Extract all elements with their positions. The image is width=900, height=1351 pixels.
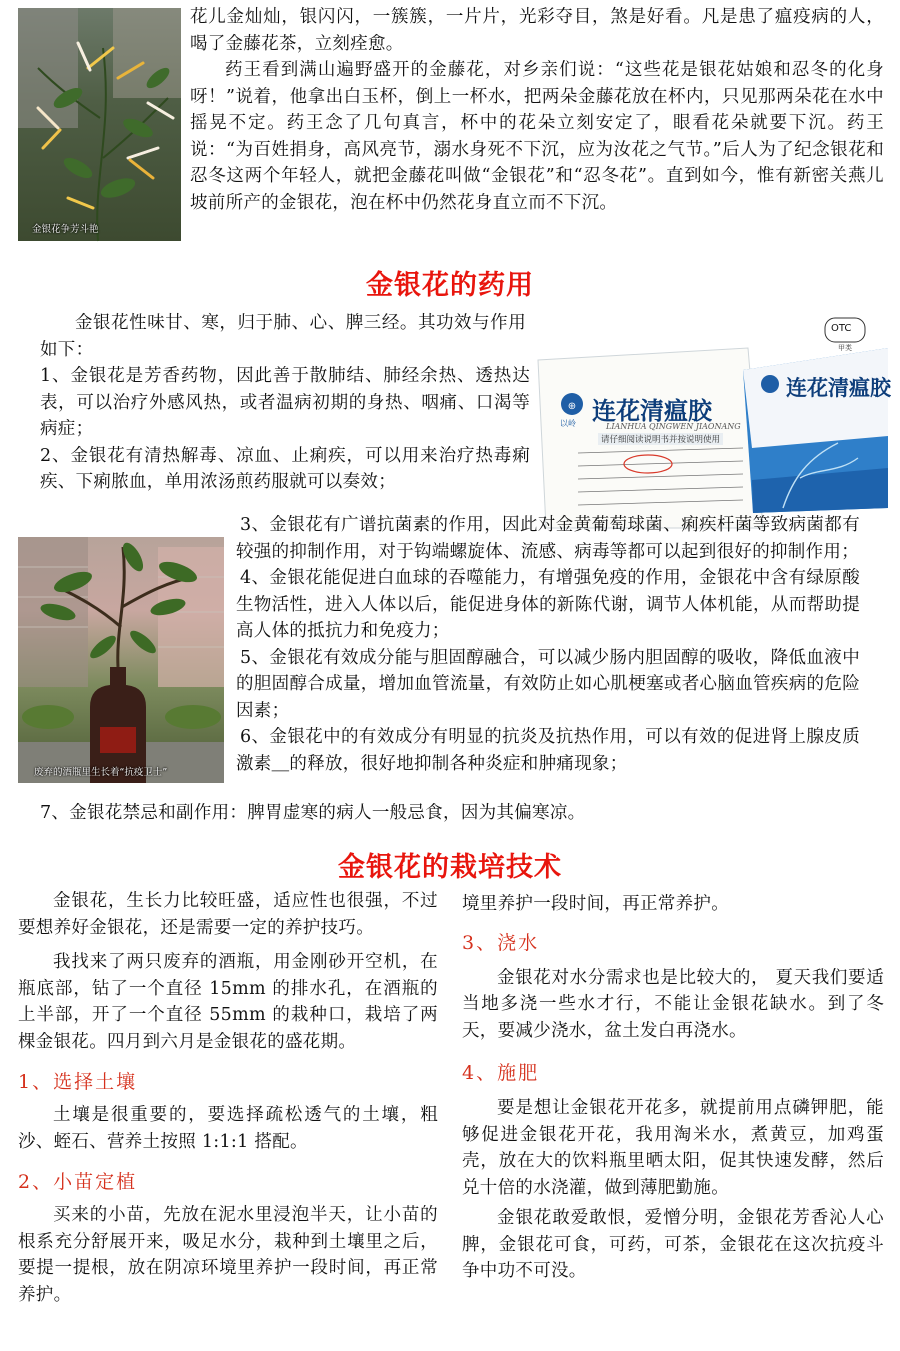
medicine-item-1: 1、金银花是芳香药物，因此善于散肺结、肺经余热、透热达表，可以治疗外感风热，或者温病初期的身热、咽痛、口渴等病症； (40, 366, 530, 439)
medicine-list-c (40, 800, 880, 827)
medicine-box-name-side: 连花清瘟胶 (786, 376, 891, 400)
medicine-intro (40, 310, 526, 363)
closing-text: 金银花敢爱敢恨，爱憎分明，金银花芳香沁人心脾，金银花可食，可药，可茶，金银花在这次抗疫斗争中功不可没。 (462, 1208, 884, 1281)
subheading-seedling: 2、小苗定植 (18, 1171, 138, 1193)
fertilizing-text: 要是想让金银花开花多，就提前用点磷钾肥，能够促进金银花开花，我用淘米水，煮黄豆，加鸡蛋壳，放在大的饮料瓶里晒太阳，促其快速发酵，然后兑十倍的水浇灌，做到薄肥勤施。 (462, 1098, 884, 1198)
medicine-item-2: 2、金银花有清热解毒、凉血、止痢疾，可以用来治疗热毒痢疾、下痢脓血，单用浓汤煎药服就可以奏效； (40, 445, 530, 492)
section-title-cultivation: 金银花的栽培技术 (338, 852, 562, 883)
medicine-box-notice: 请仔细阅读说明书并按说明使用 (598, 433, 723, 445)
intro-text (190, 4, 884, 216)
bottle-plant-illustration (18, 537, 224, 783)
medicine-item-4: 4、金银花能促进白血球的吞噬能力，有增强免疫的作用，金银花中含有绿原酸生物活性，进入人体以后，能促进身体的新陈代谢，调节人体机能，从而帮助提高人体的抵抗力和免疫力； (236, 568, 860, 641)
soil-text: 土壤是很重要的，要选择疏松透气的土壤，粗沙、蛭石、营养土按照 1:1:1 搭配。 (18, 1105, 438, 1152)
svg-text:⊕: ⊕ (567, 401, 577, 412)
medicine-list-a (40, 363, 530, 496)
seedling-text: 买来的小苗，先放在泥水里浸泡半天，让小苗的根系充分舒展开来，吸足水分，栽种到土壤里之后，要提一提根，放在阴凉环境里养护一段时间，再正常养护。 (18, 1205, 438, 1305)
otc-badge: OTC (831, 323, 852, 334)
medicine-box-name-front: 连花清瘟胶 (592, 397, 712, 425)
seedling-text-continued: 境里养护一段时间，再正常养护。 (462, 894, 729, 914)
cultivation-left-column (18, 888, 438, 1305)
section-title-medicine: 金银花的药用 (366, 270, 534, 301)
bottle-plant-photo (18, 537, 224, 783)
subheading-watering: 3、浇水 (462, 931, 540, 954)
cultivation-paragraph-1: 金银花，生长力比较旺盛，适应性也很强，不过要想养好金银花，还是需要一定的养护技巧。 (18, 891, 438, 938)
medicine-box-pinyin: LIANHUA QINGWEN JIAONANG (606, 422, 741, 431)
watering-text: 金银花对水分需求也是比较大的， 夏天我们要适当地多浇一些水才行，不能让金银花缺水。到了冬天，要减少浇水，盆土发白再浇水。 (462, 967, 884, 1041)
cultivation-paragraph-2: 我找来了两只废弃的酒瓶，用金刚砂开空机，在瓶底部，钻了一个直径 15mm 的排水孔，在酒瓶的上半部，开了一个直径 55mm 的栽种口，栽培了两棵金银花。四月到六月是金银花的盛花期。 (18, 952, 438, 1052)
cultivation-right-column (462, 891, 884, 1285)
medicine-list-b (236, 512, 860, 777)
honeysuckle-illustration (18, 8, 181, 241)
subheading-fertilizing: 4、施肥 (462, 1062, 540, 1084)
medicine-item-6: 6、金银花中的有效成分有明显的抗炎及抗热作用，可以有效的促进肾上腺皮质激素＿的释放，很好地抑制各种炎症和肿痛现象； (236, 727, 860, 774)
medicine-item-5: 5、金银花有效成分能与胆固醇融合，可以减少肠内胆固醇的吸收，降低血液中的胆固醇合成量，增加血管流量，有效防止如心肌梗塞或者心脑血管疾病的危险因素； (236, 647, 860, 721)
medicine-item-7: 7、金银花禁忌和副作用：脾胃虚寒的病人一般忌食，因为其偏寒凉。 (40, 803, 586, 823)
subheading-soil: 1、选择土壤 (18, 1071, 138, 1093)
honeysuckle-photo (18, 8, 181, 241)
medicine-intro-text: 金银花性味甘、寒，归于肺、心、脾三经。其功效与作用如下： (40, 313, 526, 360)
lianhua-medicine-box (538, 318, 891, 526)
intro-paragraph-2: 药王看到满山遍野盛开的金藤花，对乡亲们说：“这些花是银花姑娘和忍冬的化身呀！”说着，他拿出白玉杯，倒上一杯水，把两朵金藤花放在杯内，只见那两朵花在水中摇晃不定。药王念了几句真言，杯中的花朵立刻安定了，眼看花朵就要下沉。药王说：“为百姓捐身，高风亮节，溺水身死不下沉，应为汝花之气节。”后人为了纪念银花和忍冬这两个年轻人，就把金藤花叫做“金银花”和“忍冬花”。直到如今，惟有新密关燕儿坡前所产的金银花，泡在杯中仍然花身直立而不下沉。 (190, 60, 884, 213)
photo-caption: 金银花争芳斗艳 (32, 224, 99, 235)
medicine-item-3: 3、金银花有广谱抗菌素的作用，因此对金黄葡萄球菌、痢疾杆菌等致病菌都有较强的抑制作用，对于钩端螺旋体、流感、病毒等都可以起到很好的抑制作用； (236, 515, 860, 562)
brand-mark: 以岭 (560, 419, 576, 428)
otc-class: 甲类 (838, 344, 852, 352)
plant-photo-caption: 废弃的酒瓶里生长着“抗疫卫士” (34, 767, 168, 778)
intro-paragraph-1: 花儿金灿灿，银闪闪，一簇簇，一片片，光彩夺目，煞是好看。凡是患了瘟疫病的人，喝了金藤花茶，立刻痊愈。 (190, 7, 884, 54)
